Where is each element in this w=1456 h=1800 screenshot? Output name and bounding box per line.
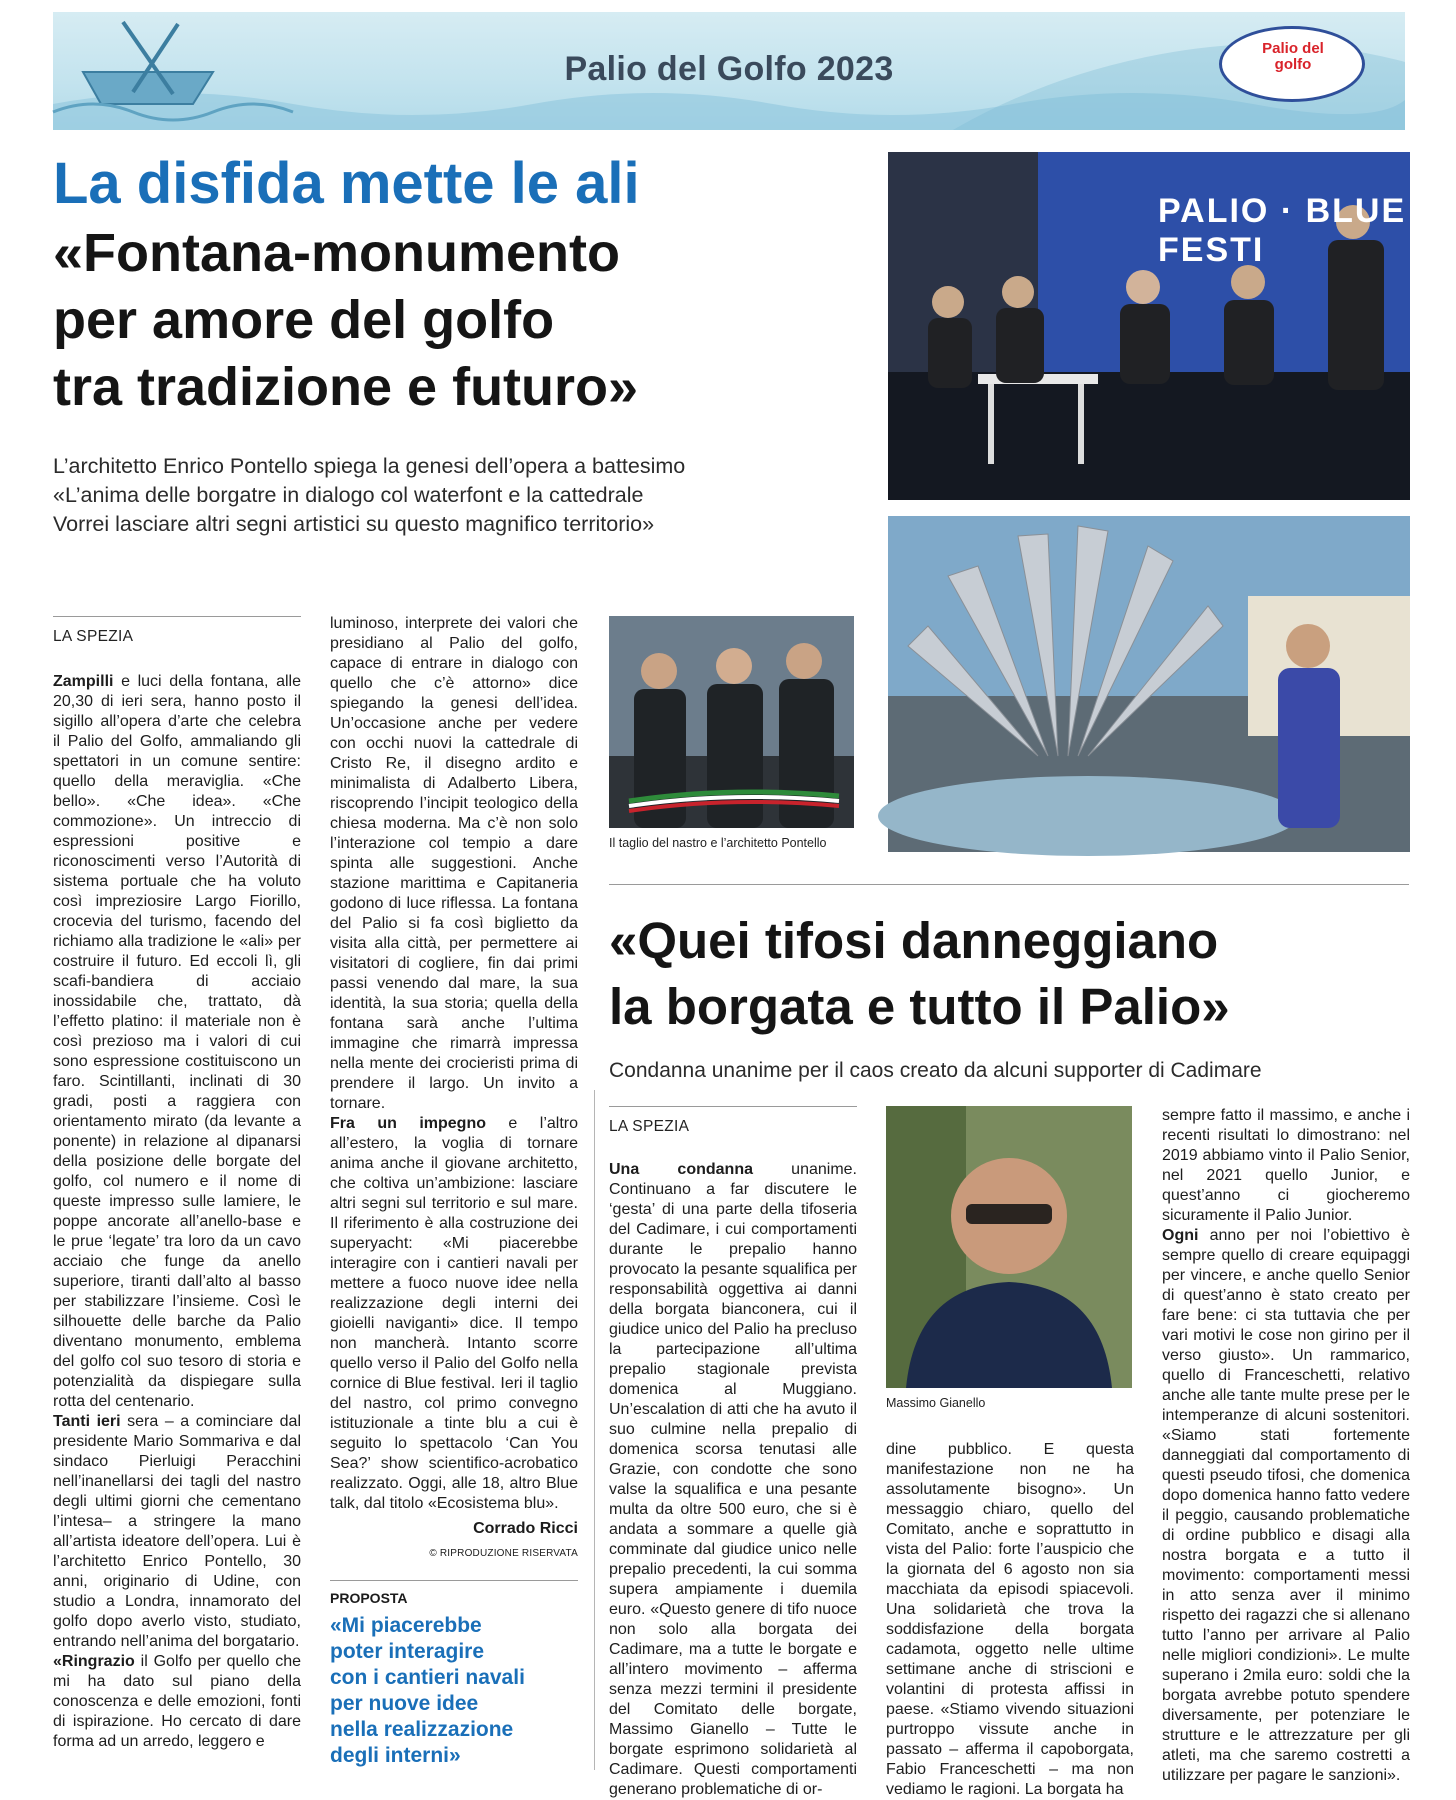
photo-stage bbox=[888, 152, 1410, 500]
photo-caption: Massimo Gianello bbox=[886, 1396, 986, 1410]
paragraph bbox=[1162, 1106, 1410, 1226]
ribbon-photo-art bbox=[609, 616, 854, 828]
paragraph-text: il Golfo per quello che mi ha dato sul piano della conoscenza e delle emozioni, fonti di ispirazione. Ho cercato di dare forma ad un arredo, leggero e bbox=[53, 1653, 301, 1750]
lead-in: Fra un impegno bbox=[330, 1115, 486, 1132]
kicker: La disfida mette le ali bbox=[53, 151, 640, 216]
photo-fountain bbox=[888, 516, 1410, 852]
dek-line: L’architetto Enrico Pontello spiega la genesi dell’opera a battesimo bbox=[53, 454, 686, 478]
paragraph-text: unanime. Continuano a far discutere le ‘gesta’ di una parte della tifoseria del Cadimare, i cui comportamenti durante le prepalio hanno provocato la pesante squalifica per responsabilità oggettiva ai danni della borgata bianconera, cui il giudice unico del Palio ha precluso la partecipazione all’ultima prepalio stagionale prevista domenica al Muggiano. Un’escalation di atti che ha avuto il suo culmine nella prepalio di domenica scorsa tenutasi alle Grazie, con condotte che sono valse la squalifica e una pesante multa da oltre 500 euro, che si è andata a sommare a quelle già comminate dal giudice unico nelle prepalio precedenti, la cui somma supera ampiamente i duemila euro. «Questo genere di tifo nuoce non solo alla borgata dei Cadimare, ma a tutte le borgate e all’intero movimento – afferma senza mezzi termini il presidente del Comitato delle borgate, Massimo Gianello – Tutte le borgate esprimono solidarietà al Cadimare. Questi comportamenti generano problematiche di or- bbox=[609, 1161, 857, 1798]
paragraph bbox=[330, 614, 578, 1114]
article1-col1 bbox=[53, 672, 301, 1767]
article2-dek: Condanna unanime per il caos creato da alcuni supporter di Cadimare bbox=[609, 1059, 1262, 1082]
logo-text: Palio del golfo bbox=[1262, 40, 1324, 73]
stage-banner-text: PALIO · BLUE FESTI bbox=[1158, 192, 1407, 269]
column-rule bbox=[53, 616, 301, 617]
headline-line: «Fontana-monumento bbox=[53, 223, 620, 283]
quote-line: nella realizzazione bbox=[330, 1718, 514, 1741]
headline-line: la borgata e tutto il Palio» bbox=[609, 978, 1230, 1035]
headline bbox=[53, 220, 873, 421]
article2-headline bbox=[609, 908, 1414, 1040]
paragraph bbox=[330, 1114, 578, 1514]
proposta-rule bbox=[330, 1580, 578, 1581]
headline-line: per amore del golfo bbox=[53, 290, 555, 350]
portrait-photo-art bbox=[886, 1106, 1132, 1388]
paragraph bbox=[53, 1652, 301, 1752]
section-banner bbox=[53, 12, 1405, 130]
lead-in: Ogni bbox=[1162, 1227, 1199, 1244]
fountain-photo-art bbox=[888, 516, 1410, 852]
lead-in: «Ringrazio bbox=[53, 1653, 135, 1670]
quote-line: «Mi piacerebbe bbox=[330, 1614, 482, 1637]
headline-line: tra tradizione e futuro» bbox=[53, 357, 639, 417]
paragraph bbox=[53, 1412, 301, 1652]
paragraph-text: dine pubblico. E questa manifestazione non ne ha assolutamente bisogno». Un messaggio chiaro, quello del Comitato, anche e soprattutto in vista del Palio: forte l’auspicio che la giornata del 6 agosto non sia macchiata da episodi spiacevoli. Una solidarietà che trova la soddisfazione della borgata cadamota, oggetto nelle ultime settimane anche di striscioni e volantini di protesta affissi in paese. «Stiamo vivendo situazioni purtroppo vissute anche in passato – afferma il capoborgata, Fabio Franceschetti – ma non vediamo le ragioni. La borgata ha bbox=[886, 1441, 1134, 1798]
lead-in: Una condanna bbox=[609, 1161, 753, 1178]
author: Corrado Ricci bbox=[473, 1520, 578, 1537]
quote-line: per nuove idee bbox=[330, 1692, 479, 1715]
dek bbox=[53, 452, 883, 539]
quote-line: poter interagire bbox=[330, 1640, 485, 1663]
headline-line: «Quei tifosi danneggiano bbox=[609, 912, 1219, 969]
photo-gianello bbox=[886, 1106, 1132, 1388]
quote-line: con i cantieri navali bbox=[330, 1666, 525, 1689]
article2-col2 bbox=[886, 1440, 1134, 1798]
quote-line: degli interni» bbox=[330, 1744, 461, 1767]
paragraph bbox=[886, 1440, 1134, 1800]
paragraph-text: e l’altro all’estero, la voglia di tornare anima anche il giovane architetto, che coltiva un’ambizione: lasciare altri segni sul territorio e sul mare. Il riferimento è alla costruzione dei superyacht: «Mi piacerebbe interagire con i cantieri navali per mettere a fuoco nuove idee nella realizzazione degli interni dei gioielli naviganti» dice. Il tempo non mancherà. Intanto scorre quello verso il Palio del Golfo nella cornice di Blue festival. Ieri il taglio del nastro, col primo convegno istituzionale a tinte blu a cui è seguito lo spettacolo ‘Can You Sea?’ show scientifico-acrobatico realizzato. Oggi, alle 18, altro Blue talk, dal titolo «Ecosistema blu». bbox=[330, 1115, 578, 1512]
paragraph-text: e luci della fontana, alle 20,30 di ieri sera, hanno posto il sigillo all’opera d’arte che celebra il Palio del Golfo, ammaliando gli spettatori in un comune sentire: quello della meraviglia. «Che bello». «Che idea». «Che commozione». Un intreccio di espressioni positive e riconoscimenti verso l’Autorità di sistema portuale che ha voluto così impreziosire Largo Fiorillo, crocevia del turismo, facendo del richiamo alla tradizione le «ali» per costruire il futuro. Ed eccoli lì, gli scafi-bandiera di acciaio inossidabile che, trattato, dà l’effetto platino: il materiale non è così prezioso ma i valori di cui sono espressione costituiscono un faro. Scintillanti, inclinati di 30 gradi, posti a raggiera con orientamento mirato (da levante a ponente) in relazione al dipanarsi della posizione delle borgate del golfo, col numero e il nome di queste impresso sulle lamiere, le poppe ancorate all’anello-base e le prue ‘legate’ tra loro da un cavo acciaio che funge da anello superiore, tiranti dall’alto al basso per stabilizzare l’insieme. Così le silhouette delle barche da Palio diventano monumento, emblema del golfo col suo tesoro di storia e potenzialità da dispiegare sulla rotta del centenario. bbox=[53, 673, 301, 1410]
paragraph-text: sempre fatto il massimo, e anche i recenti risultati lo dimostrano: nel 2019 abbiamo vinto il Palio Senior, nel 2021 quello Junior, e quest’anno ci giocheremo sicuramente il Palio Junior. bbox=[1162, 1107, 1410, 1224]
article2-rule bbox=[609, 884, 1409, 885]
dateline: LA SPEZIA bbox=[609, 1118, 690, 1135]
copyright: © RIPRODUZIONE RISERVATA bbox=[429, 1548, 578, 1559]
dateline: LA SPEZIA bbox=[53, 628, 134, 645]
article2-col3 bbox=[1162, 1106, 1410, 1784]
lead-in: Tanti ieri bbox=[53, 1413, 121, 1430]
dek-line: «L’anima delle borgatre in dialogo col waterfont e la cattedrale bbox=[53, 483, 644, 507]
paragraph bbox=[609, 1160, 857, 1800]
paragraph-text: anno per noi l’obiettivo è sempre quello di creare equipaggi per vincere, e anche quello Senior di quest’anno è stato creato per fare bene: ci sta tuttavia che per vari motivi le cose non girino per il verso giusto». Un rammarico, quello di Franceschetti, relativo anche alle tante multe prese per le intemperanze di alcuni sostenitori. «Siamo stati fortemente danneggiati dal comportamento di questi pseudo tifosi, che domenica dopo domenica hanno fatto vedere il peggio, causando problematiche di ordine pubblico e disagi alla nostra borgata e a tutto il movimento: comportamenti messi in atto senza aver il minimo rispetto dei ragazzi che si allenano tutto l’anno per arrivare al Palio nelle migliori condizioni». Le multe superano i 2mila euro: soldi che la borgata avrebbe potuto spendere diversamente, per potenziare le strutture e le attrezzature per gli atleti, ma che saremo costretti a utilizzare per pagare le sanzioni». bbox=[1162, 1227, 1410, 1784]
paragraph bbox=[1162, 1226, 1410, 1786]
paragraph-text: luminoso, interprete dei valori che presidiano al Palio del golfo, capace di entrare in dialogo con quello che c’è attorno» dice spiegando la genesi dell’idea. Un’occasione anche per vedere con occhi nuovi la cattedrale di Cristo Re, il disegno ardito e minimalista di Adalberto Libera, riscoprendo l’incipit teologico della chiesa moderna. Ma c’è non solo l’interazione col tempio a dare spinta alle suggestioni. Anche stazione marittima e Capitaneria godono di luce riflessa. La fontana del Palio si fa così biglietto da visita alla città, per permettere ai visitatori di cogliere, fin dai primi passi venendo dal mare, la sua identità, la sua storia; quella della fontana sarà anche l’ultima immagine che rimarrà impressa nella mente dei crocieristi prima di prendere il largo. Un invito a tornare. bbox=[330, 615, 578, 1112]
column-divider bbox=[594, 1090, 595, 1770]
proposta-quote bbox=[330, 1613, 578, 1769]
article2-col1 bbox=[609, 1160, 857, 1798]
photo-caption: Il taglio del nastro e l’architetto Pontello bbox=[609, 836, 827, 850]
paragraph-text: sera – a cominciare dal presidente Mario Sommariva e dal sindaco Pierluigi Peracchini nell’inanellarsi dei tagli del nastro degli ultimi giorni che cementano l’intesa– a stringere la mano all’artista ideatore dell’opera. Lui è l’architetto Enrico Pontello, 30 anni, originario di Udine, con studio a Londra, innamorato del golfo dopo averlo visto, studiato, entrando nell’anima del borgatario. bbox=[53, 1413, 302, 1650]
article1-col2 bbox=[330, 614, 578, 1512]
paragraph bbox=[53, 672, 301, 1412]
lead-in: Zampilli bbox=[53, 673, 114, 690]
column-rule bbox=[609, 1106, 857, 1107]
palio-logo bbox=[1219, 26, 1365, 102]
photo-ribbon bbox=[609, 616, 854, 828]
proposta-label: PROPOSTA bbox=[330, 1590, 408, 1606]
section-title: Palio del Golfo 2023 bbox=[564, 50, 894, 88]
dek-line: Vorrei lasciare altri segni artistici su questo magnifico territorio» bbox=[53, 512, 655, 536]
